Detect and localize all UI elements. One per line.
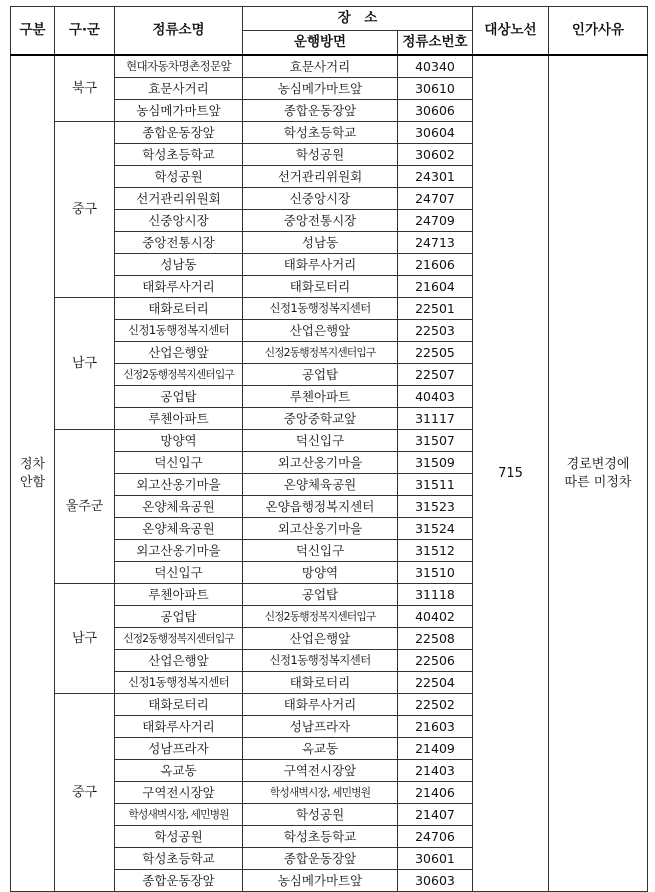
district-cell: 울주군: [55, 430, 115, 584]
stop-number-cell: 22508: [398, 628, 473, 650]
direction-cell: 태화루사거리: [243, 694, 398, 716]
direction-cell: 신정2동행정복지센터입구: [243, 342, 398, 364]
stop-number-cell: 22506: [398, 650, 473, 672]
stop-number-cell: 30606: [398, 100, 473, 122]
stop-number-cell: 31509: [398, 452, 473, 474]
header-stop-number: 정류소번호: [398, 31, 473, 56]
stop-name-cell: 중앙전통시장: [115, 232, 243, 254]
stop-number-cell: 24706: [398, 826, 473, 848]
stop-name-cell: 신정2동행정복지센터입구: [115, 628, 243, 650]
stop-number-cell: 21604: [398, 276, 473, 298]
stop-name-cell: 덕신입구: [115, 452, 243, 474]
direction-cell: 덕신입구: [243, 430, 398, 452]
direction-cell: 농심메가마트앞: [243, 870, 398, 892]
stop-number-cell: 22504: [398, 672, 473, 694]
stop-name-cell: 신정1동행정복지센터: [115, 672, 243, 694]
direction-cell: 신정2동행정복지센터입구: [243, 606, 398, 628]
direction-cell: 외고산옹기마을: [243, 452, 398, 474]
stop-number-cell: 31507: [398, 430, 473, 452]
stop-number-cell: 40402: [398, 606, 473, 628]
stop-name-cell: 옥교동: [115, 760, 243, 782]
header-route: 대상노선: [473, 7, 549, 56]
stop-name-cell: 효문사거리: [115, 78, 243, 100]
stop-name-cell: 성남동: [115, 254, 243, 276]
document-page: [10, 6, 648, 892]
stop-number-cell: 24713: [398, 232, 473, 254]
stop-name-cell: 덕신입구: [115, 562, 243, 584]
direction-cell: 태화로터리: [243, 672, 398, 694]
stop-number-cell: 30604: [398, 122, 473, 144]
stop-name-cell: 온양체육공원: [115, 496, 243, 518]
direction-cell: 중앙중학교앞: [243, 408, 398, 430]
stop-number-cell: 22502: [398, 694, 473, 716]
direction-cell: 온양체육공원: [243, 474, 398, 496]
stop-name-cell: 공업탑: [115, 606, 243, 628]
stop-number-cell: 24301: [398, 166, 473, 188]
stop-name-cell: 학성초등학교: [115, 144, 243, 166]
direction-cell: 농심메가마트앞: [243, 78, 398, 100]
stop-number-cell: 30610: [398, 78, 473, 100]
stop-number-cell: 21409: [398, 738, 473, 760]
stop-name-cell: 공업탑: [115, 386, 243, 408]
stop-name-cell: 외고산옹기마을: [115, 540, 243, 562]
stop-name-cell: 농심메가마트앞: [115, 100, 243, 122]
stop-name-cell: 태화루사거리: [115, 716, 243, 738]
direction-cell: 학성공원: [243, 804, 398, 826]
direction-cell: 신정1동행정복지센터: [243, 298, 398, 320]
table-body: [11, 55, 648, 892]
district-cell: 남구: [55, 584, 115, 694]
category-cell: 정차 안함: [11, 55, 55, 892]
stop-number-cell: 22507: [398, 364, 473, 386]
stop-name-cell: 선거관리위원회: [115, 188, 243, 210]
direction-cell: 태화루사거리: [243, 254, 398, 276]
stop-name-cell: 산업은행앞: [115, 650, 243, 672]
direction-cell: 산업은행앞: [243, 320, 398, 342]
direction-cell: 학성초등학교: [243, 826, 398, 848]
direction-cell: 중앙전통시장: [243, 210, 398, 232]
stop-number-cell: 31510: [398, 562, 473, 584]
stop-number-cell: 31523: [398, 496, 473, 518]
stop-number-cell: 21407: [398, 804, 473, 826]
district-cell: 중구: [55, 694, 115, 892]
direction-cell: 학성초등학교: [243, 122, 398, 144]
stop-number-cell: 40340: [398, 55, 473, 78]
stop-name-cell: 종합운동장앞: [115, 870, 243, 892]
direction-cell: 성남동: [243, 232, 398, 254]
stop-name-cell: 구역전시장앞: [115, 782, 243, 804]
reason-cell: 경로변경에 따른 미정차: [549, 55, 648, 892]
stop-number-cell: 31117: [398, 408, 473, 430]
direction-cell: 학성공원: [243, 144, 398, 166]
stop-name-cell: 성남프라자: [115, 738, 243, 760]
direction-cell: 공업탑: [243, 364, 398, 386]
stop-name-cell: 신정2동행정복지센터입구: [115, 364, 243, 386]
direction-cell: 산업은행앞: [243, 628, 398, 650]
header-reason: 인가사유: [549, 7, 648, 56]
stop-number-cell: 21603: [398, 716, 473, 738]
stop-name-cell: 학성새벽시장, 세민병원: [115, 804, 243, 826]
direction-cell: 망양역: [243, 562, 398, 584]
direction-cell: 온양읍행정복지센터: [243, 496, 398, 518]
stop-name-cell: 신정1동행정복지센터: [115, 320, 243, 342]
stop-number-cell: 21606: [398, 254, 473, 276]
district-cell: 남구: [55, 298, 115, 430]
stop-number-cell: 31512: [398, 540, 473, 562]
stop-name-cell: 학성공원: [115, 166, 243, 188]
stop-number-cell: 40403: [398, 386, 473, 408]
direction-cell: 루첸아파트: [243, 386, 398, 408]
table-header: [11, 7, 648, 56]
header-district: 구·군: [55, 7, 115, 56]
direction-cell: 옥교동: [243, 738, 398, 760]
stop-number-cell: 22505: [398, 342, 473, 364]
stop-name-cell: 온양체육공원: [115, 518, 243, 540]
direction-cell: 선거관리위원회: [243, 166, 398, 188]
stop-name-cell: 태화로터리: [115, 298, 243, 320]
direction-cell: 신중앙시장: [243, 188, 398, 210]
stop-number-cell: 31118: [398, 584, 473, 606]
stop-number-cell: 30601: [398, 848, 473, 870]
stop-name-cell: 루첸아파트: [115, 408, 243, 430]
route-cell: 715: [473, 55, 549, 892]
stop-name-cell: 외고산옹기마을: [115, 474, 243, 496]
header-stop-name: 정류소명: [115, 7, 243, 56]
header-location: 장 소: [243, 7, 473, 31]
stop-number-cell: 21403: [398, 760, 473, 782]
direction-cell: 공업탑: [243, 584, 398, 606]
stop-number-cell: 22503: [398, 320, 473, 342]
district-cell: 중구: [55, 122, 115, 298]
stop-name-cell: 망양역: [115, 430, 243, 452]
direction-cell: 태화로터리: [243, 276, 398, 298]
direction-cell: 외고산옹기마을: [243, 518, 398, 540]
table-row: [11, 55, 648, 78]
stop-name-cell: 산업은행앞: [115, 342, 243, 364]
stop-number-cell: 21406: [398, 782, 473, 804]
header-direction: 운행방면: [243, 31, 398, 56]
stop-name-cell: 현대자동차명촌정문앞: [115, 55, 243, 78]
direction-cell: 신정1동행정복지센터: [243, 650, 398, 672]
stop-name-cell: 루첸아파트: [115, 584, 243, 606]
stop-name-cell: 종합운동장앞: [115, 122, 243, 144]
direction-cell: 학성새벽시장, 세민병원: [243, 782, 398, 804]
direction-cell: 덕신입구: [243, 540, 398, 562]
direction-cell: 효문사거리: [243, 55, 398, 78]
stop-number-cell: 31511: [398, 474, 473, 496]
stop-number-cell: 30603: [398, 870, 473, 892]
stop-name-cell: 학성초등학교: [115, 848, 243, 870]
stop-number-cell: 24707: [398, 188, 473, 210]
direction-cell: 구역전시장앞: [243, 760, 398, 782]
stop-name-cell: 태화로터리: [115, 694, 243, 716]
stop-number-cell: 24709: [398, 210, 473, 232]
header-category: 구분: [11, 7, 55, 56]
bus-stop-table: [10, 6, 648, 892]
stop-name-cell: 태화루사거리: [115, 276, 243, 298]
stop-name-cell: 학성공원: [115, 826, 243, 848]
direction-cell: 종합운동장앞: [243, 100, 398, 122]
district-cell: 북구: [55, 55, 115, 122]
stop-number-cell: 30602: [398, 144, 473, 166]
direction-cell: 성남프라자: [243, 716, 398, 738]
stop-number-cell: 31524: [398, 518, 473, 540]
stop-name-cell: 신중앙시장: [115, 210, 243, 232]
direction-cell: 종합운동장앞: [243, 848, 398, 870]
stop-number-cell: 22501: [398, 298, 473, 320]
